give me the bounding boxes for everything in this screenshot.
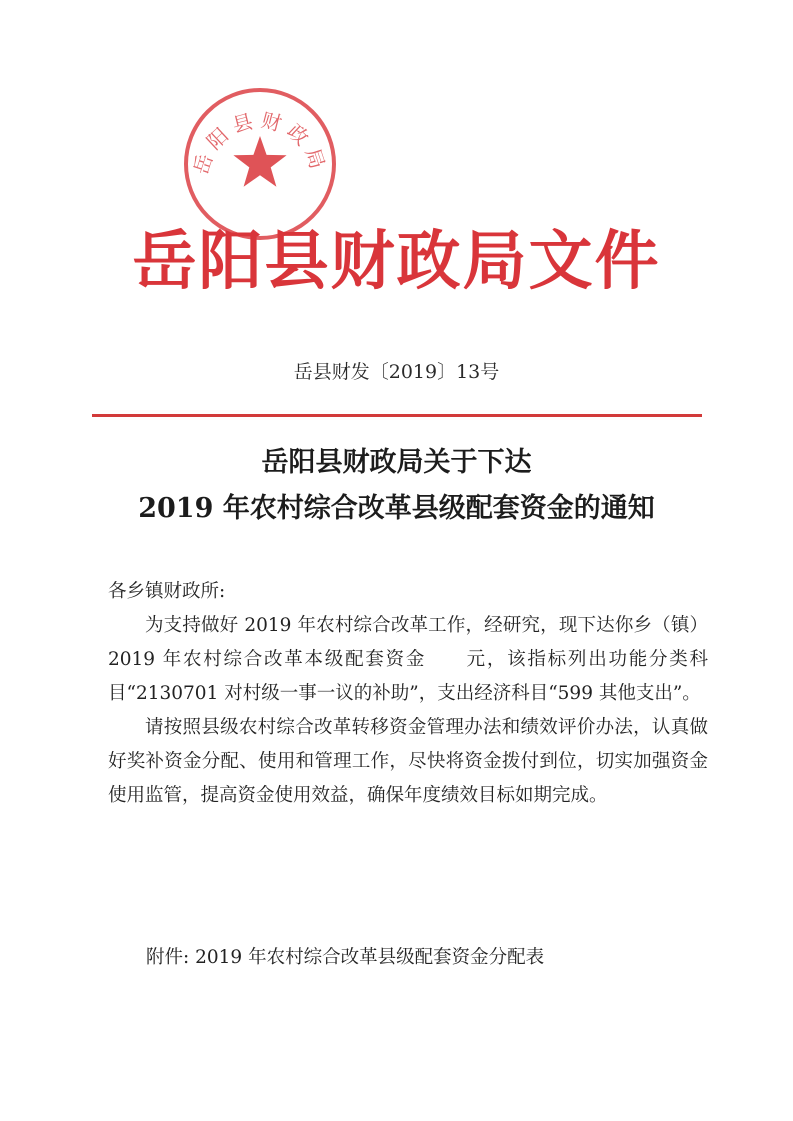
notice-title-line-2: 2019 年农村综合改革县级配套资金的通知 [138,493,655,524]
official-seal [180,84,340,244]
seal-star-icon [233,136,286,187]
red-divider [92,414,702,417]
notice-title-line-1: 岳阳县财政局关于下达 [261,447,532,478]
salutation: 各乡镇财政所: [108,581,226,602]
notice-body [108,575,708,813]
document-header: 岳阳县财政局文件 [132,225,661,299]
document-number: 岳县财发〔2019〕13号 [293,361,500,383]
attachment-note: 附件: 2019 年农村综合改革县级配套资金分配表 [146,947,545,968]
body-paragraph-1: 为支持做好 2019 年农村综合改革工作，经研究，现下达你乡（镇）2019 年农村综合改革本级配套资金 元，该指标列出功能分类科目“2130701 对村级一事一议的补助”，支出经济科目“599 其他支出”。 [108,615,708,704]
seal-text: 岳阳县财政局 [188,107,332,178]
body-paragraph-2: 请按照县级农村综合改革转移资金管理办法和绩效评价办法，认真做好奖补资金分配、使用和管理工作，尽快将资金拨付到位，切实加强资金使用监管，提高资金使用效益，确保年度绩效目标如期完成。 [108,717,708,806]
notice-title [0,440,793,532]
